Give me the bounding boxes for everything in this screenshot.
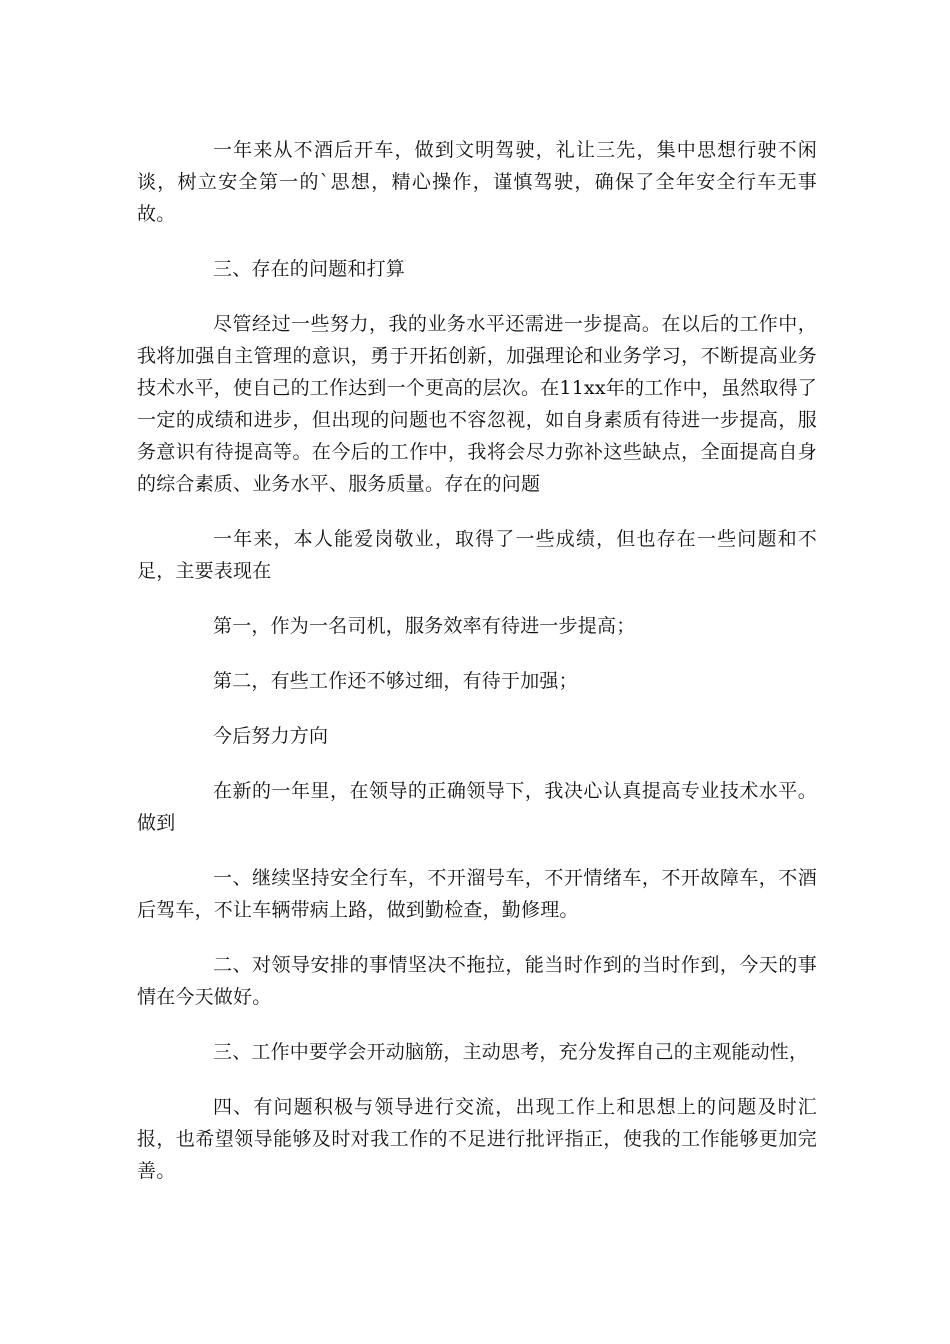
paragraph-shortcomings-intro: 一年来，本人能爱岗敬业，取得了一些成绩，但也存在一些问题和不足，主要表现在 <box>137 528 817 582</box>
list-item-second: 第二，有些工作还不够过细，有待于加强； <box>213 670 578 692</box>
list-item-three: 三、工作中要学会开动脑筋，主动思考，充分发挥自己的主观能动性， <box>213 1041 809 1063</box>
paragraph-business-level: 尽管经过一些努力，我的业务水平还需进一步提高。在以后的工作中，我将加强自主管理的意识，勇于开拓创新，加强理论和业务学习，不断提高业务技术水平，使自己的工作达到一个更高的层次。在11xx年的工作中，虽然取得了一定的成绩和进步，但出现的问题也不容忽视，如自身素质有待进一步提高，服务意识有待提高等。在今后的工作中，我将会尽力弥补这些缺点，全面提高自身的综合素质、业务水平、服务质量。存在的问题 <box>137 313 818 495</box>
list-item-one: 一、继续坚持安全行车，不开溜号车，不开情绪车，不开故障车，不酒后驾车，不让车辆带病上路，做到勤检查，勤修理。 <box>137 867 817 921</box>
document-page <box>137 134 817 1210</box>
heading-problems-and-plans: 三、存在的问题和打算 <box>213 258 406 280</box>
list-item-two: 二、对领导安排的事情坚决不拖拉，能当时作到的当时作到，今天的事情在今天做好。 <box>137 954 817 1008</box>
paragraph-new-year-resolve: 在新的一年里，在领导的正确领导下，我决心认真提高专业技术水平。做到 <box>137 780 817 834</box>
heading-future-direction: 今后努力方向 <box>213 725 329 747</box>
paragraph-safe-driving: 一年来从不酒后开车，做到文明驾驶，礼让三先，集中思想行驶不闲谈，树立安全第一的`思想，精心操作，谨慎驾驶，确保了全年安全行车无事故。 <box>137 139 817 225</box>
list-item-first: 第一，作为一名司机，服务效率有待进一步提高； <box>213 615 636 637</box>
list-item-four: 四、有问题积极与领导进行交流，出现工作上和思想上的问题及时汇报，也希望领导能够及时对我工作的不足进行批评指正，使我的工作能够更加完善。 <box>137 1096 817 1182</box>
